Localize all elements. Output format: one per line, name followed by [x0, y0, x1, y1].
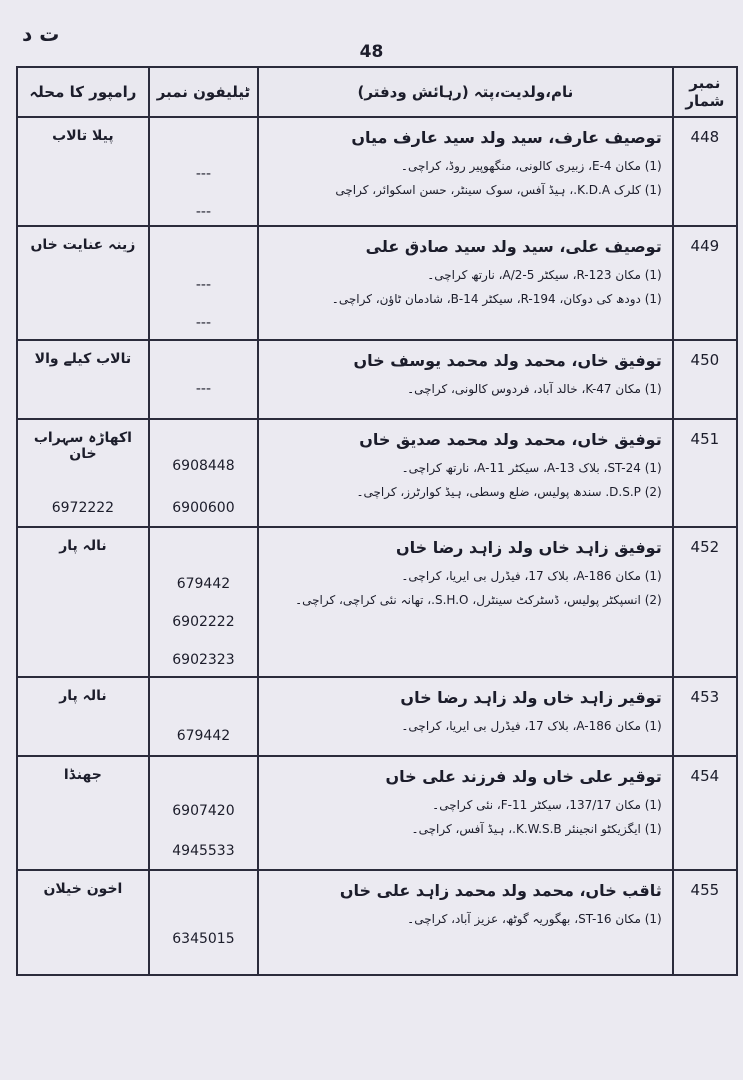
area-name: نالہ پار — [59, 688, 107, 704]
name-address-cell — [258, 226, 673, 340]
phone-cell — [149, 226, 258, 340]
phone-number: 679442 — [176, 728, 231, 744]
address-line: (1) مکان ST-16، بھگوریہ گوٹھ، عزیز آباد، کراچی۔ — [407, 912, 662, 926]
person-name: توفیق خاں، محمد ولد محمد یوسف خاں — [353, 351, 662, 370]
phone-cell — [149, 870, 258, 975]
name-address-cell — [258, 677, 673, 756]
name-address-cell — [258, 117, 673, 226]
register-body — [17, 117, 737, 975]
register-table — [16, 66, 738, 976]
phone-cell — [149, 527, 258, 677]
serial-cell — [673, 870, 737, 975]
area-cell — [17, 117, 149, 226]
serial-number: 449 — [690, 237, 720, 255]
phone-number: 6908448 — [172, 458, 235, 474]
phone-number: 6902222 — [172, 614, 235, 630]
person-name: توفیق زاہد خاں ولد زاہد رضا خاں — [395, 538, 662, 557]
phone-cell — [149, 677, 258, 756]
phone-number: 4945533 — [172, 843, 235, 859]
person-name: توفیق خاں، محمد ولد محمد صدیق خاں — [359, 430, 662, 449]
phone-cell — [149, 756, 258, 870]
corner-mark: ت د — [22, 22, 60, 46]
area-cell — [17, 419, 149, 527]
serial-number: 452 — [690, 538, 720, 556]
address-line: (1) ایگزیکٹو انجینئر K.W.S.B.، ہیڈ آفس، کراچی۔ — [411, 822, 662, 836]
name-address-cell — [258, 870, 673, 975]
name-address-cell — [258, 419, 673, 527]
phone-number: --- — [195, 277, 212, 293]
address-line: (1) مکان A-186، بلاک 17، فیڈرل بی ایریا، کراچی۔ — [401, 719, 662, 733]
serial-number: 450 — [690, 351, 720, 369]
address-line: (1) دودھ کی دوکان، R-194، سیکٹر 14-B، شادمان ٹاؤن، کراچی۔ — [331, 292, 662, 306]
area-cell — [17, 340, 149, 419]
area-phone-number: 6972222 — [51, 500, 115, 516]
address-line: (2) D.S.P. سندھ پولیس، ضلع وسطی، ہیڈ کوارٹرز، کراچی۔ — [356, 485, 662, 499]
header-name-address: نام،ولدیت،پتہ (رہائش ودفتر) — [258, 67, 673, 117]
address-line: (1) مکان A-186، بلاک 17، فیڈرل بی ایریا، کراچی۔ — [401, 569, 662, 583]
phone-number: 6900600 — [172, 500, 235, 516]
area-name: اخون خیلان — [43, 881, 123, 897]
person-name: توصیف علی، سید ولد سید صادق علی — [365, 237, 662, 256]
address-line: (1) ST-24، بلاک 13-A، سیکٹر 11-A، نارتھ کراچی۔ — [401, 461, 662, 475]
area-cell — [17, 677, 149, 756]
serial-cell — [673, 756, 737, 870]
person-name: توصیف عارف، سید ولد سید عارف میاں — [351, 128, 662, 147]
header-area: رامپور کا محلہ — [17, 67, 149, 117]
area-cell — [17, 756, 149, 870]
address-line: (1) مکان 137/17، سیکٹر 11-F، نئی کراچی۔ — [432, 798, 662, 812]
area-cell — [17, 870, 149, 975]
area-name: اکھاڑہ سہراب خان — [33, 430, 132, 462]
phone-number: --- — [195, 381, 212, 397]
person-name: توقیر علی خاں ولد فرزند علی خاں — [385, 767, 662, 786]
area-name: پیلا تالاب — [52, 128, 114, 144]
address-line: (1) مکان E-4، زبیری کالونی، منگھوپیر روڈ، کراچی۔ — [400, 159, 662, 173]
table-row — [17, 527, 737, 677]
name-address-cell — [258, 527, 673, 677]
phone-number: 6907420 — [172, 803, 235, 819]
header-serial: نمبر شمار — [673, 67, 737, 117]
table-row — [17, 677, 737, 756]
phone-cell — [149, 419, 258, 527]
header-phone: ٹیلیفون نمبر — [149, 67, 258, 117]
phone-number: 679442 — [176, 576, 231, 592]
phone-number: --- — [195, 315, 212, 331]
table-row — [17, 117, 737, 226]
serial-cell — [673, 527, 737, 677]
table-row — [17, 419, 737, 527]
serial-cell — [673, 117, 737, 226]
table-row — [17, 340, 737, 419]
header-row — [17, 67, 737, 117]
name-address-cell — [258, 340, 673, 419]
serial-number: 454 — [690, 767, 720, 785]
area-cell — [17, 226, 149, 340]
table-row — [17, 870, 737, 975]
person-name: توقیر زاہد خاں ولد زاہد رضا خاں — [400, 688, 662, 707]
phone-cell — [149, 340, 258, 419]
name-address-cell — [258, 756, 673, 870]
serial-number: 448 — [690, 128, 720, 146]
address-line: (1) مکان R-123، سیکٹر 5-A/2، نارتھ کراچی۔ — [427, 268, 662, 282]
address-line: (1) مکان K-47، خالد آباد، فردوس کالونی، کراچی۔ — [407, 382, 662, 396]
area-name: جھنڈا — [63, 767, 102, 783]
address-line: (1) کلرک K.D.A.، ہیڈ آفس، سوک سینٹر، حسن اسکوائر، کراچی — [335, 183, 662, 197]
phone-number: 6345015 — [172, 931, 235, 947]
area-name: نالہ پار — [59, 538, 107, 554]
address-line: (2) انسپکٹر پولیس، ڈسٹرکٹ سینٹرل، S.H.O.، تھانہ نئی کراچی، کراچی۔ — [295, 593, 662, 607]
phone-number: --- — [195, 204, 212, 220]
table-row — [17, 756, 737, 870]
serial-number: 451 — [690, 430, 720, 448]
page-number: 48 — [359, 42, 384, 62]
phone-number: 6902323 — [172, 652, 235, 668]
serial-number: 453 — [690, 688, 720, 706]
serial-cell — [673, 419, 737, 527]
serial-cell — [673, 677, 737, 756]
area-cell — [17, 527, 149, 677]
phone-cell — [149, 117, 258, 226]
serial-cell — [673, 340, 737, 419]
area-name: تالاب کیلے والا — [34, 351, 132, 367]
phone-number: --- — [195, 166, 212, 182]
area-name: زینہ عنایت خاں — [30, 237, 136, 253]
table-row — [17, 226, 737, 340]
serial-cell — [673, 226, 737, 340]
person-name: ثاقب خاں، محمد ولد محمد زاہد علی خاں — [339, 881, 662, 900]
serial-number: 455 — [690, 881, 720, 899]
